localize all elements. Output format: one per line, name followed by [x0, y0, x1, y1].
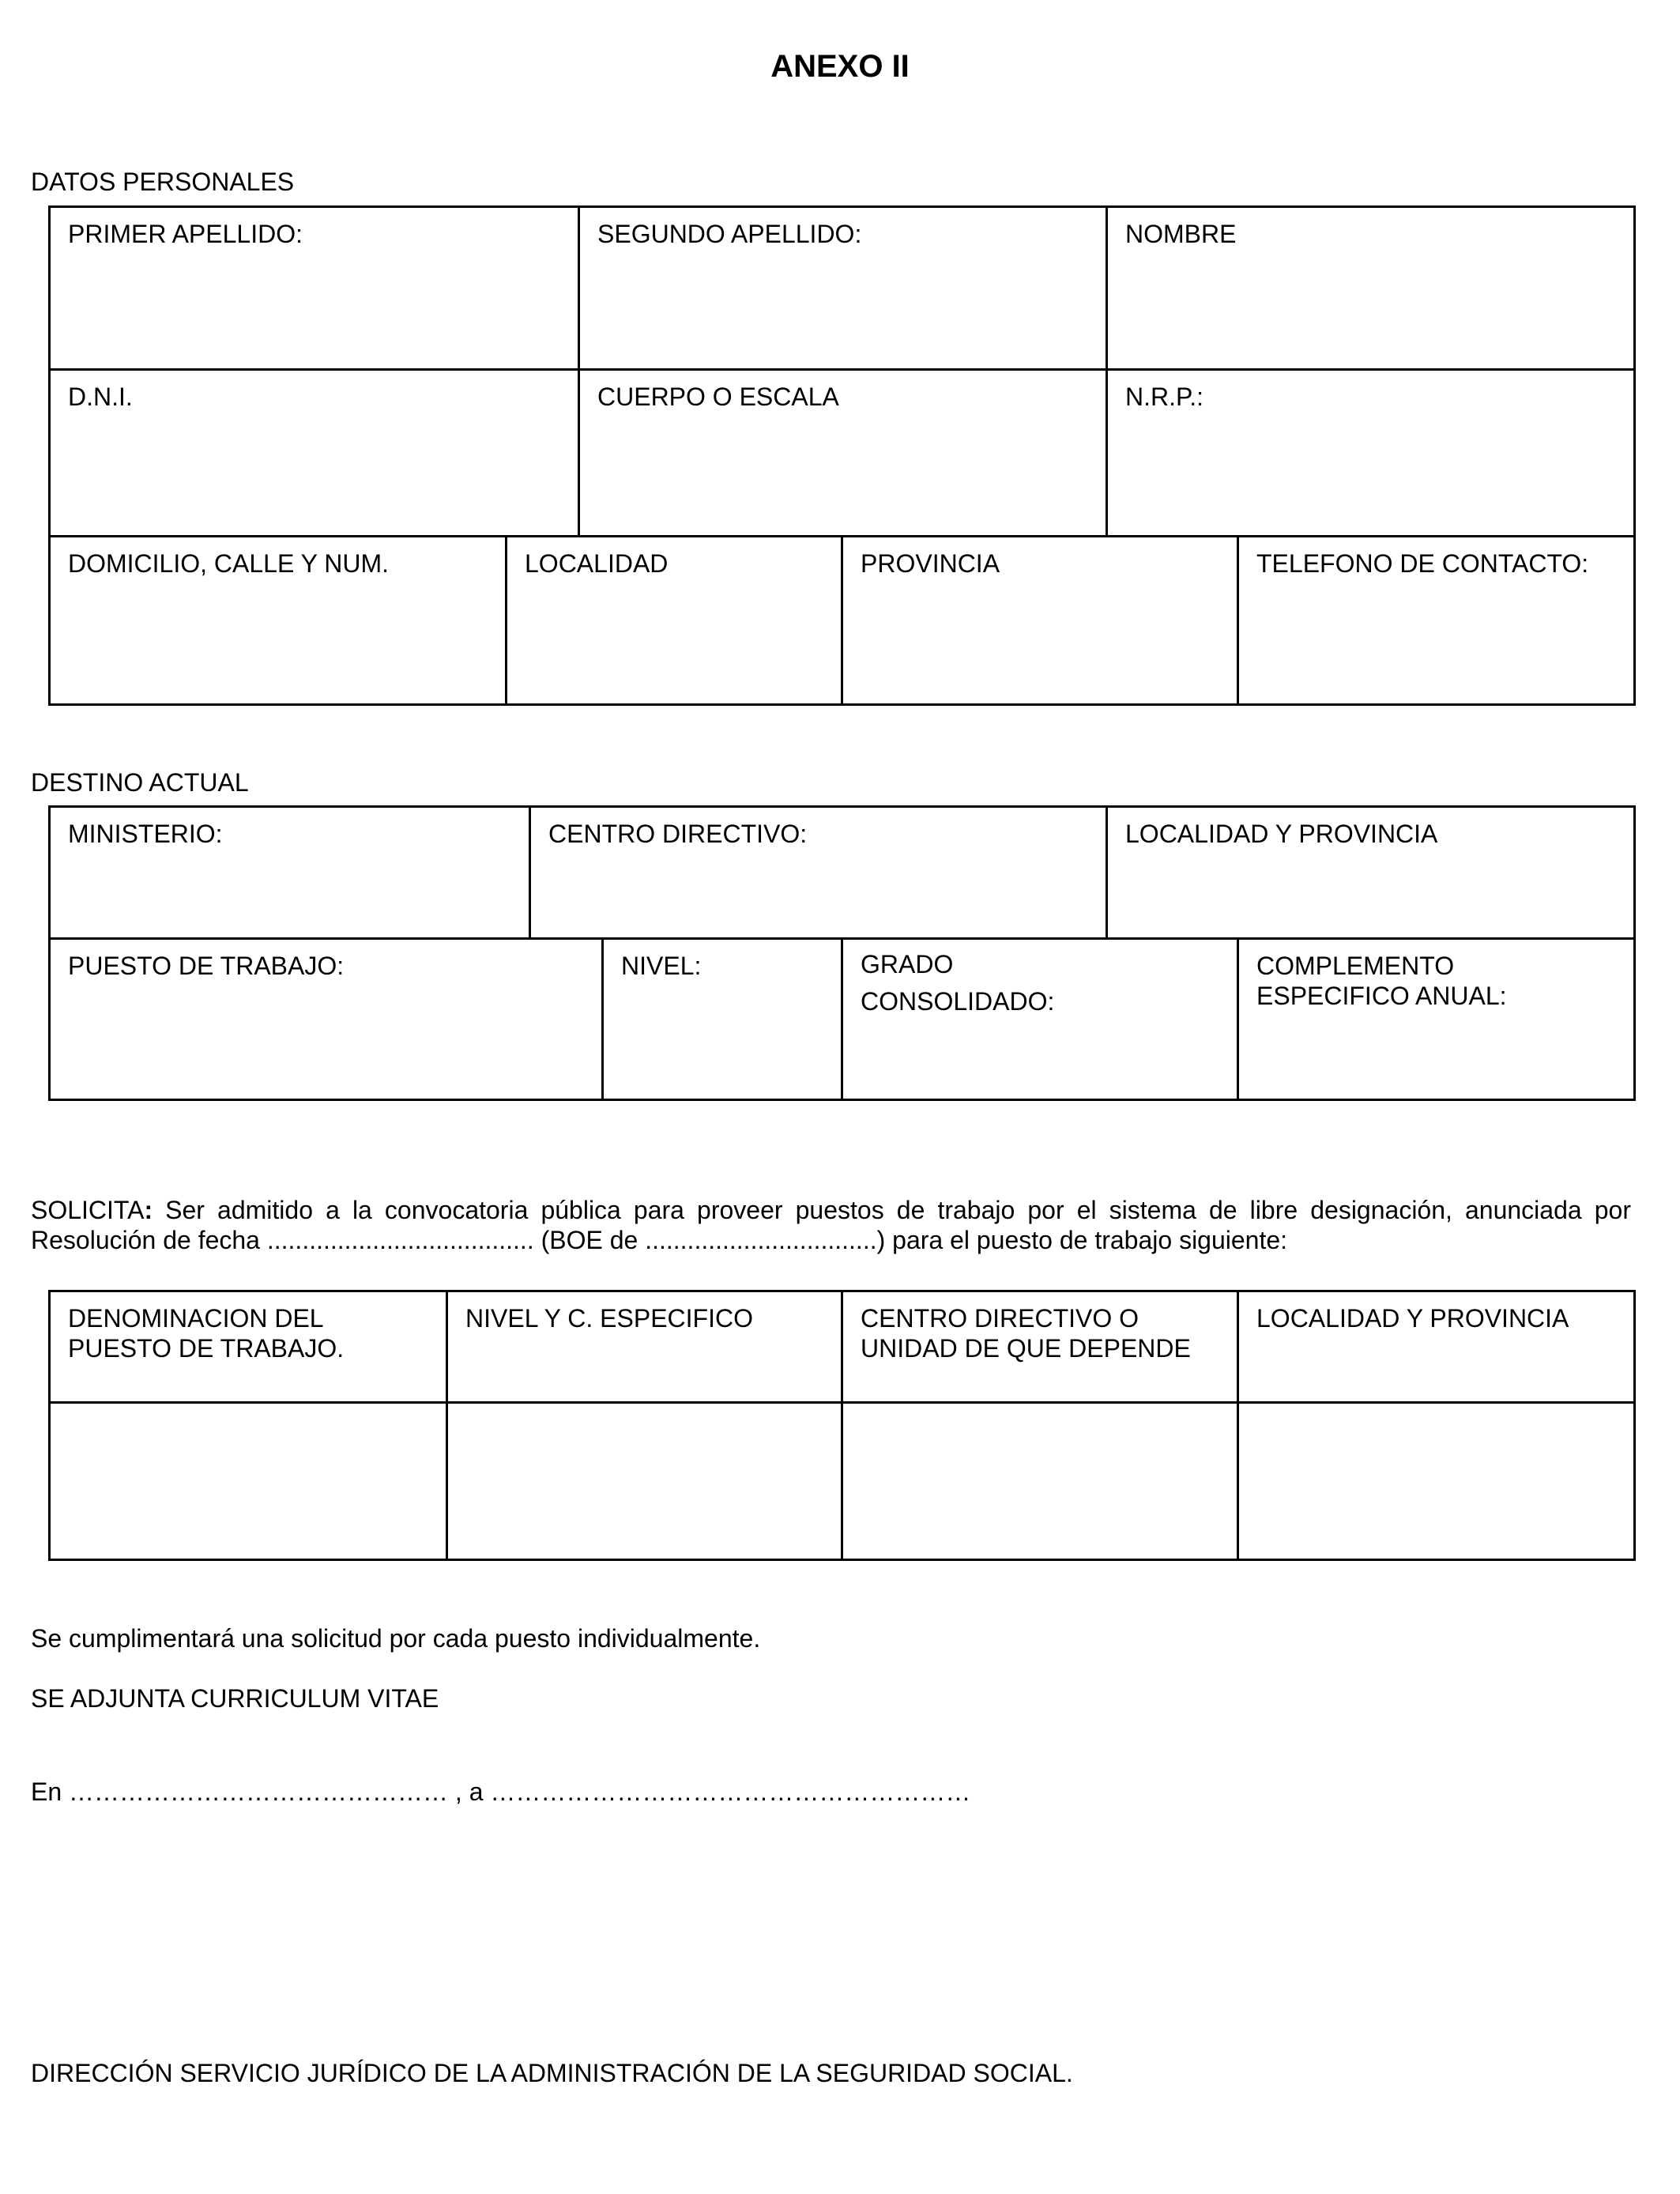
page-title: ANEXO II: [770, 49, 910, 84]
nrp-field[interactable]: [1108, 371, 1633, 537]
instruction-note: Se cumplimentará una solicitud por cada puesto individualmente.: [31, 1624, 761, 1653]
cuerpo-escala-label: CUERPO O ESCALA: [597, 383, 839, 411]
adjunta-cv: SE ADJUNTA CURRICULUM VITAE: [31, 1684, 439, 1713]
centro-unidad-header-line2: UNIDAD DE QUE DEPENDE: [861, 1334, 1191, 1363]
cuerpo-escala-field[interactable]: [580, 371, 1108, 537]
consolidado-label: CONSOLIDADO:: [861, 987, 1055, 1016]
denominacion-header-line2: PUESTO DE TRABAJO.: [68, 1334, 345, 1363]
nivel-label: NIVEL:: [621, 952, 702, 980]
addressee-footer: DIRECCIÓN SERVICIO JURÍDICO DE LA ADMINISTRACIÓN DE LA SEGURIDAD SOCIAL.: [31, 2059, 1073, 2087]
ministerio-field[interactable]: [51, 808, 531, 940]
puesto-trabajo-field[interactable]: [51, 940, 604, 1099]
datos-personales-table: [48, 205, 1636, 706]
nivel-especifico-header: [448, 1292, 843, 1404]
solicita-paragraph: [31, 1195, 1631, 1255]
grado-label: GRADO: [861, 950, 954, 978]
denominacion-input[interactable]: [51, 1404, 448, 1559]
telefono-field[interactable]: [1239, 537, 1633, 703]
nrp-label: N.R.P.:: [1125, 383, 1203, 411]
localidad-provincia-header-line1: LOCALIDAD Y PROVINCIA: [1256, 1304, 1569, 1333]
provincia-field[interactable]: [843, 537, 1239, 703]
localidad-provincia-field[interactable]: [1108, 808, 1633, 940]
segundo-apellido-label: SEGUNDO APELLIDO:: [597, 220, 862, 248]
localidad-provincia-input[interactable]: [1239, 1404, 1633, 1559]
primer-apellido-label: PRIMER APELLIDO:: [68, 220, 303, 248]
nombre-label: NOMBRE: [1125, 220, 1237, 248]
destino-actual-heading: DESTINO ACTUAL: [31, 768, 249, 797]
domicilio-label: DOMICILIO, CALLE Y NUM.: [68, 549, 390, 578]
dni-label: D.N.I.: [68, 383, 133, 411]
destino-actual-table: [48, 805, 1636, 1101]
signature-place-date-line[interactable]: En ……………………………………… , a …………………………………………………: [31, 1777, 971, 1806]
segundo-apellido-field[interactable]: [580, 208, 1108, 371]
centro-unidad-header-line1: CENTRO DIRECTIVO O: [861, 1304, 1139, 1333]
nivel-field[interactable]: [604, 940, 843, 1099]
solicita-colon: :: [144, 1196, 153, 1224]
centro-directivo-label: CENTRO DIRECTIVO:: [548, 820, 808, 848]
ministerio-label: MINISTERIO:: [68, 820, 223, 848]
denominacion-header: [51, 1292, 448, 1404]
solicita-text: Ser admitido a la convocatoria pública para proveer puestos de trabajo por el sistema de libre designación, anunciada por Resolución de fecha ...................................... (BOE de .................................) para el puesto de trabajo siguiente:: [31, 1196, 1631, 1254]
centro-unidad-header: [843, 1292, 1239, 1404]
localidad-field[interactable]: [507, 537, 843, 703]
grado-consolidado-field[interactable]: [843, 940, 1239, 1099]
denominacion-header-line1: DENOMINACION DEL: [68, 1304, 324, 1333]
complemento-especifico-field[interactable]: [1239, 940, 1633, 1099]
dni-field[interactable]: [51, 371, 580, 537]
centro-unidad-input[interactable]: [843, 1404, 1239, 1559]
localidad-provincia-label: LOCALIDAD Y PROVINCIA: [1125, 820, 1438, 848]
nombre-field[interactable]: [1108, 208, 1633, 371]
domicilio-field[interactable]: [51, 537, 507, 703]
nivel-especifico-input[interactable]: [448, 1404, 843, 1559]
puesto-solicitado-table: [48, 1290, 1636, 1561]
complemento-label: COMPLEMENTO: [1256, 952, 1455, 980]
localidad-label: LOCALIDAD: [525, 549, 669, 578]
nivel-especifico-header-line1: NIVEL Y C. ESPECIFICO: [465, 1304, 753, 1333]
provincia-label: PROVINCIA: [861, 549, 1000, 578]
puesto-trabajo-label: PUESTO DE TRABAJO:: [68, 952, 345, 980]
telefono-label: TELEFONO DE CONTACTO:: [1256, 549, 1589, 578]
localidad-provincia-header: [1239, 1292, 1633, 1404]
datos-personales-heading: DATOS PERSONALES: [31, 168, 295, 196]
centro-directivo-field[interactable]: [531, 808, 1108, 940]
especifico-anual-label: ESPECIFICO ANUAL:: [1256, 982, 1507, 1010]
primer-apellido-field[interactable]: [51, 208, 580, 371]
solicita-lead: SOLICITA: [31, 1196, 145, 1224]
